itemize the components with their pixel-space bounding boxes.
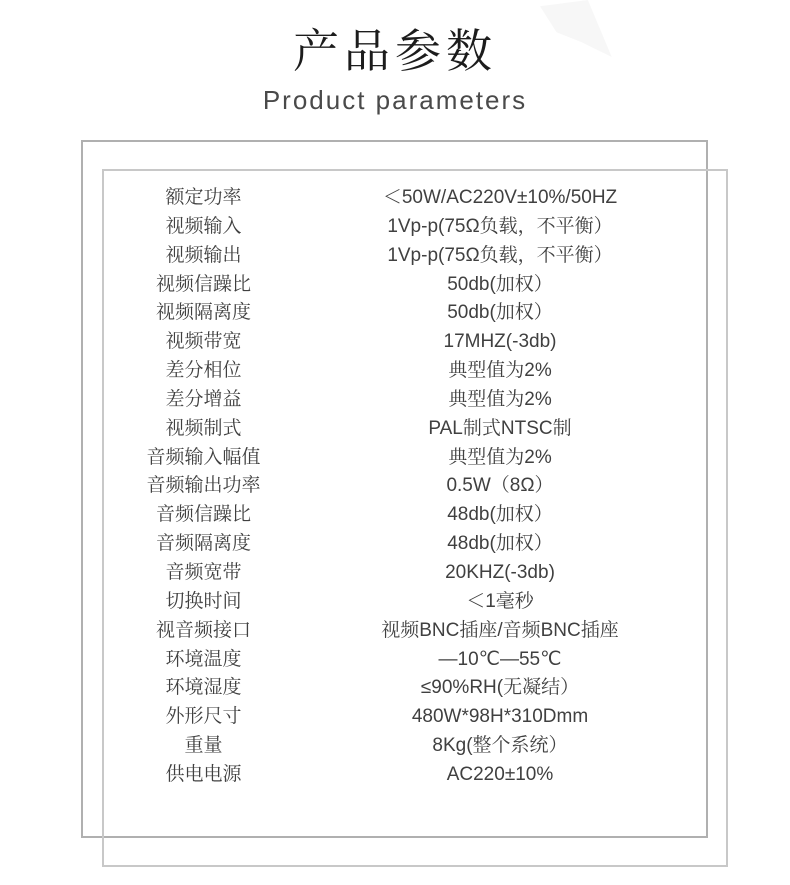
param-value: 1Vp-p(75Ω负载，不平衡）	[387, 215, 613, 237]
table-row	[102, 588, 728, 617]
param-value: 480W*98H*310Dmm	[411, 706, 589, 728]
param-value: 50db(加权）	[447, 273, 553, 295]
param-value: ≤90%RH(无凝结）	[420, 677, 580, 699]
param-label: 视频带宽	[165, 331, 242, 353]
param-value: 8Kg(整个系统）	[432, 735, 568, 757]
table-row	[102, 415, 728, 444]
param-value: 典型值为2%	[448, 388, 552, 410]
table-row	[102, 674, 728, 703]
param-value: 1Vp-p(75Ω负载，不平衡）	[387, 244, 613, 266]
param-label: 额定功率	[165, 187, 242, 208]
param-label: 供电电源	[165, 763, 242, 785]
param-label: 音频输入幅值	[146, 446, 261, 468]
table-row	[102, 444, 728, 473]
param-value: 48db(加权）	[447, 504, 553, 526]
param-value: 17MHZ(-3db)	[443, 331, 557, 353]
param-label: 外形尺寸	[165, 706, 242, 728]
param-label: 视频输入	[165, 215, 242, 237]
param-value: 视频BNC插座/音频BNC插座	[381, 619, 619, 641]
param-label: 环境温度	[165, 648, 242, 670]
table-row	[102, 271, 728, 300]
table-row	[102, 761, 728, 790]
table-row	[102, 328, 728, 357]
table-row	[102, 501, 728, 530]
param-label: 音频信躁比	[155, 504, 251, 526]
param-value: ＜50W/AC220V±10%/50HZ	[382, 187, 618, 208]
param-value: 20KHZ(-3db)	[445, 561, 555, 583]
table-row	[102, 472, 728, 501]
param-label: 差分增益	[165, 388, 242, 410]
table-row	[102, 213, 728, 242]
table-row	[102, 732, 728, 761]
param-label: 环境湿度	[165, 677, 242, 699]
param-value: 典型值为2%	[448, 446, 552, 468]
table-row	[102, 530, 728, 559]
param-value: 0.5W（8Ω）	[446, 475, 554, 497]
parameters-table	[102, 184, 728, 790]
param-label: 重量	[184, 735, 223, 757]
param-label: 音频输出功率	[146, 475, 261, 497]
table-row	[102, 184, 728, 213]
table-row	[102, 242, 728, 271]
param-value: 典型值为2%	[448, 360, 552, 382]
table-row	[102, 386, 728, 415]
table-row	[102, 357, 728, 386]
param-value: 50db(加权）	[447, 302, 553, 324]
param-value: 48db(加权）	[447, 533, 553, 555]
page-title: 产品参数	[293, 25, 497, 77]
param-label: 视频输出	[165, 244, 242, 266]
table-row	[102, 617, 728, 646]
param-label: 视频制式	[165, 417, 242, 439]
param-value: —10℃—55℃	[438, 648, 562, 670]
table-row	[102, 559, 728, 588]
table-row	[102, 646, 728, 675]
table-row	[102, 299, 728, 328]
param-label: 视频隔离度	[155, 302, 251, 324]
param-value: PAL制式NTSC制	[428, 417, 572, 439]
param-label: 切换时间	[165, 590, 242, 612]
param-label: 音频隔离度	[155, 533, 251, 555]
table-row	[102, 703, 728, 732]
param-value: ＜1毫秒	[466, 590, 534, 612]
param-label: 差分相位	[165, 360, 242, 382]
param-label: 视频信躁比	[155, 273, 251, 295]
page-subtitle: Product parameters	[262, 85, 528, 115]
param-value: AC220±10%	[446, 763, 554, 785]
param-label: 视音频接口	[155, 619, 251, 641]
param-label: 音频宽带	[165, 561, 242, 583]
